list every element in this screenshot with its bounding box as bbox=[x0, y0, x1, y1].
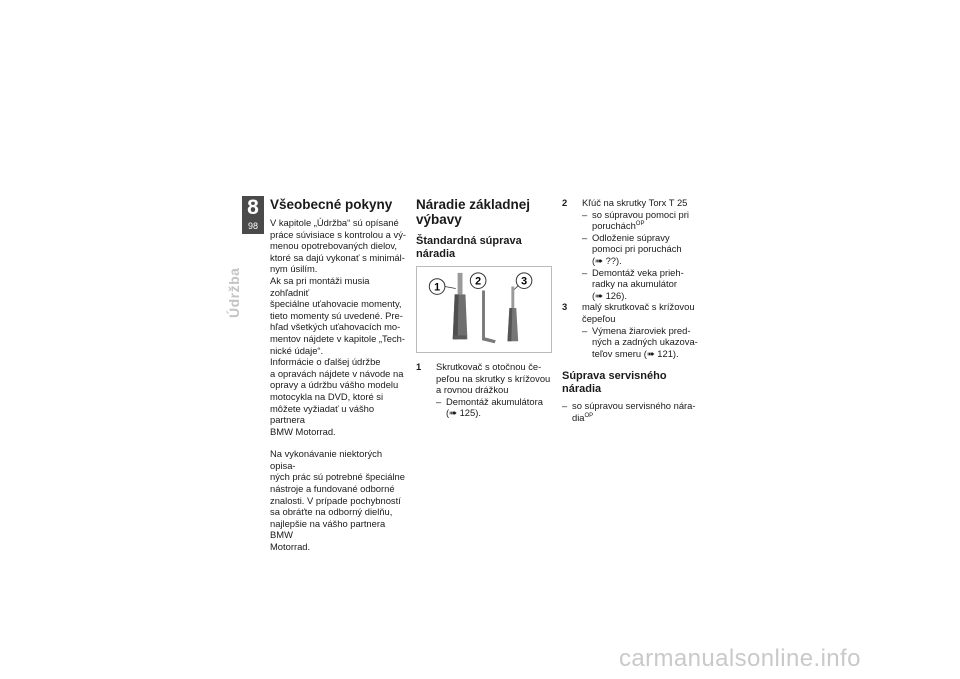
item-number: 3 bbox=[562, 301, 568, 313]
text-line: špeciálne uťahovacie momenty, bbox=[270, 298, 402, 310]
text-line: (➠ ??). bbox=[592, 254, 622, 266]
text-line: teľov smeru (➠ 121). bbox=[592, 347, 679, 359]
text-line: ktoré sa dajú vykonať s minimál- bbox=[270, 251, 405, 263]
heading-general-notes: Všeobecné pokyny bbox=[270, 197, 393, 212]
column-tools-continued bbox=[562, 197, 698, 424]
text-line: hľad všetkých uťahovacích mo- bbox=[270, 321, 401, 333]
text-line: a opravách nájdete v návode na bbox=[270, 367, 404, 379]
dash-marker: – bbox=[582, 324, 588, 336]
svg-text:3: 3 bbox=[521, 275, 528, 288]
svg-text:1: 1 bbox=[434, 281, 441, 294]
text-line: znalosti. V prípade pochybností bbox=[270, 494, 401, 506]
text-line: sa obráťte na odborný dielňu, bbox=[270, 506, 393, 518]
sub-item-breakdown-kit bbox=[562, 209, 698, 232]
text-line: Na vykonávanie niektorých opisa- bbox=[270, 448, 383, 471]
dash-marker: – bbox=[562, 400, 568, 412]
text-line: mentov nájdete v kapitole „Tech- bbox=[270, 332, 405, 344]
sub-item-battery bbox=[416, 396, 552, 419]
column-general-notes bbox=[270, 197, 406, 553]
text-line: a rovnou drážkou bbox=[436, 384, 509, 396]
tools-illustration bbox=[416, 266, 552, 353]
sub-item-bulbs bbox=[562, 325, 698, 360]
dash-marker: – bbox=[582, 208, 588, 220]
text-line: čepeľou bbox=[582, 312, 616, 324]
text-line: Demontáž veka prieh- bbox=[592, 266, 684, 278]
text-line: tieto momenty sú uvedené. Pre- bbox=[270, 309, 403, 321]
text-line: Informácie o ďalšej údržbe bbox=[270, 356, 381, 368]
heading-service-kit: Súprava servisného náradia bbox=[562, 370, 667, 395]
text-line: so súpravou servisného nára- bbox=[572, 400, 696, 412]
text-line: opravy a údržbu vášho modelu bbox=[270, 379, 399, 391]
text-line: ných a zadných ukazova- bbox=[592, 336, 698, 348]
chapter-number: 8 bbox=[247, 196, 259, 219]
text-line: dia$^{OP}$ bbox=[572, 411, 594, 423]
callout-2 bbox=[470, 273, 486, 289]
text-line: Skrutkovač s otočnou če- bbox=[436, 361, 542, 372]
watermark: carmanualsonline.info bbox=[619, 645, 861, 672]
list-item-1 bbox=[416, 361, 552, 396]
dash-marker: – bbox=[582, 266, 588, 278]
text-line: nástroje a fundované odborné bbox=[270, 483, 395, 495]
text-line: motocykla na DVD, ktoré si bbox=[270, 390, 384, 402]
chapter-title-vertical: Údržba bbox=[226, 267, 242, 318]
text-line: nické údaje“. bbox=[270, 344, 324, 356]
text-line: Kľúč na skrutky Torx T 25 bbox=[582, 197, 688, 208]
chapter-tab bbox=[242, 196, 264, 234]
text-line: (➠ 126). bbox=[592, 289, 627, 301]
heading-basic-tools: Náradie základnej výbavy bbox=[416, 197, 531, 227]
text-line: môžete vyžiadať u vášho partnera bbox=[270, 402, 375, 426]
column-basic-tools bbox=[416, 197, 552, 419]
option-marker: OP bbox=[584, 412, 594, 419]
text-line: pomoci pri poruchách bbox=[592, 243, 682, 255]
paragraph-intro bbox=[270, 217, 406, 437]
text-line: so súpravou pomoci pri bbox=[592, 208, 689, 220]
dash-marker: – bbox=[582, 231, 588, 243]
text-line: poruchách$^{OP}$ bbox=[592, 220, 645, 232]
text-line: BMW Motorrad. bbox=[270, 425, 336, 437]
subheading-standard-kit: Štandardná súprava náradia bbox=[416, 235, 522, 260]
sub-item-battery-cover bbox=[562, 267, 698, 302]
text-line: V kapitole „Údržba“ sú opísané bbox=[270, 217, 399, 228]
text-line: Výmena žiaroviek pred- bbox=[592, 324, 691, 336]
page-number: 98 bbox=[247, 221, 258, 231]
dash-marker: – bbox=[436, 395, 442, 407]
service-kit-item bbox=[562, 400, 698, 423]
text-line: Motorrad. bbox=[270, 541, 311, 553]
svg-text:2: 2 bbox=[475, 275, 482, 288]
text-line: menou opotrebovaných dielov, bbox=[270, 240, 397, 252]
text-line: Demontáž akumulátora bbox=[446, 395, 543, 407]
text-line: Odloženie súpravy bbox=[592, 231, 670, 243]
list-item-3 bbox=[562, 301, 698, 324]
text-line: radky na akumulátor bbox=[592, 278, 677, 290]
text-line: najlepšie na vášho partnera BMW bbox=[270, 517, 386, 541]
text-line: Ak sa pri montáži musia zohľadniť bbox=[270, 274, 370, 298]
text-line: (➠ 125). bbox=[446, 407, 481, 419]
text-line: práce súvisiace s kontrolou a vý- bbox=[270, 228, 406, 240]
text-line: peľou na skrutky s krížovou bbox=[436, 372, 551, 384]
text-line: nym úsilím. bbox=[270, 263, 318, 275]
paragraph-special-tools bbox=[270, 448, 406, 552]
text-line: ných prác sú potrebné špeciálne bbox=[270, 471, 405, 483]
option-marker: OP bbox=[635, 221, 645, 228]
sub-item-stowing bbox=[562, 232, 698, 267]
text-line: malý skrutkovač s krížovou bbox=[582, 301, 695, 313]
item-number: 1 bbox=[416, 361, 422, 372]
list-item-2 bbox=[562, 197, 698, 209]
item-number: 2 bbox=[562, 197, 568, 208]
